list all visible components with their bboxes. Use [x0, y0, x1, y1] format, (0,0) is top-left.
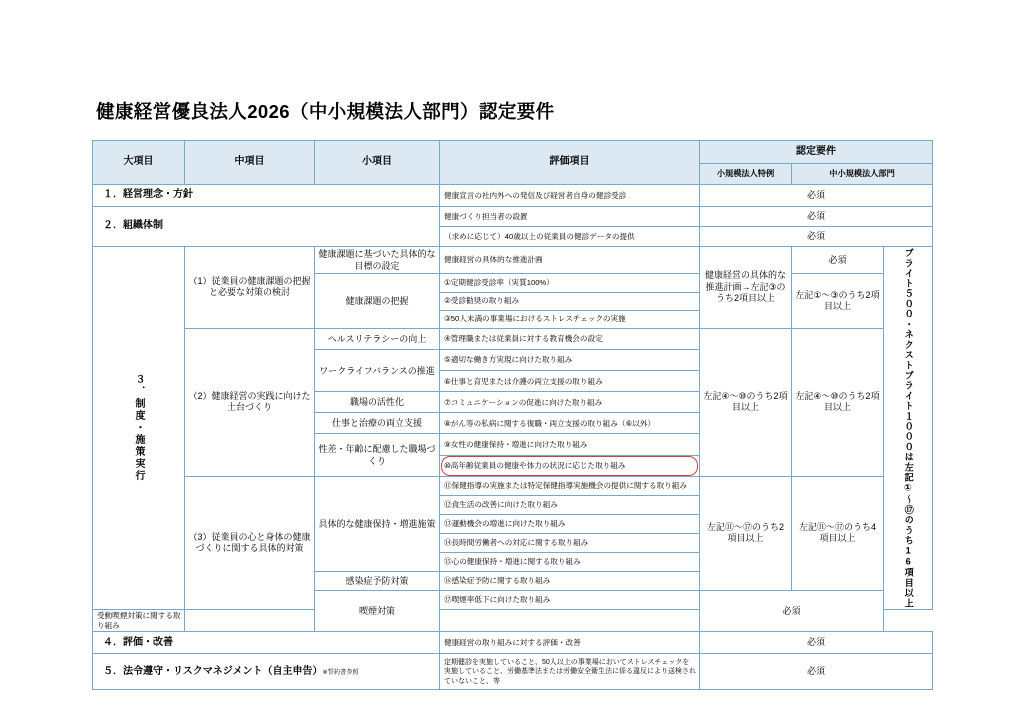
requirement-value: 必須: [700, 591, 884, 632]
requirement-sme-block-1b: 左記①～③のうち2項目以上: [792, 274, 884, 328]
section-2-title: ２．組織体制: [93, 207, 440, 247]
header-col-sme-category: 中小規模法人部門: [792, 164, 933, 185]
middle-item-3: （3）従業員の心と身体の健康づくりに関する具体的対策: [185, 476, 315, 610]
certification-requirements-table: [92, 140, 933, 690]
header-col-minor: 小項目: [315, 141, 440, 185]
minor-item-3-2: 感染症予防対策: [315, 572, 440, 591]
minor-item-3-1: 具体的な健康保持・増進施策: [315, 476, 440, 571]
eval-item: ⑮心の健康保持・増進に関する取り組み: [440, 553, 700, 572]
table-row: [93, 328, 933, 349]
minor-item-2-1: ヘルスリテラシーの向上: [315, 328, 440, 349]
eval-item: 受動喫煙対策に関する取り組み: [93, 610, 185, 632]
requirement-value: 必須: [700, 227, 933, 247]
table-row: [93, 207, 933, 227]
header-col-requirements: 認定要件: [700, 141, 933, 164]
eval-item: 健康経営の取り組みに対する評価・改善: [440, 632, 700, 654]
requirement-sme-block-1a: 必須: [792, 247, 884, 274]
requirement-small-block-2: 左記④～⑩のうち2項目以上: [700, 328, 792, 476]
eval-item-label: ⑩高年齢従業員の健康や体力の状況に応じた取り組み: [444, 460, 626, 470]
eval-item: ⑭長時間労働者への対応に関する取り組み: [440, 534, 700, 553]
section-5-title: [93, 654, 440, 690]
eval-item: 定期健診を実施していること、50人以上の事業場においてストレスチェックを実施していること、労働基準法または労働安全衛生法に係る違反により送検されていないこと、等: [440, 654, 700, 690]
eval-item: ③50人未満の事業場におけるストレスチェックの実施: [440, 310, 700, 328]
eval-item: 健康宣言の社内外への発信及び経営者自身の健診受診: [440, 185, 700, 207]
section-5-label: ５．法令遵守・リスクマネジメント（自主申告）: [103, 665, 323, 677]
eval-item: ⑯感染症予防に関する取り組み: [440, 572, 700, 591]
eval-item: ⑫食生活の改善に向けた取り組み: [440, 496, 700, 515]
eval-item: ⑪保健指導の実施または特定保健指導実施機会の提供に関する取り組み: [440, 476, 700, 495]
section-5-note: ※誓約書参照: [322, 668, 359, 676]
requirement-small-block-1: 健康経営の具体的な推進計画→左記③のうち2項目以上: [700, 247, 792, 329]
eval-item: 健康づくり担当者の設置: [440, 207, 700, 227]
requirement-value: 必須: [700, 632, 933, 654]
table-row: [93, 476, 933, 495]
eval-item: ④管理職または従業員に対する教育機会の設定: [440, 328, 700, 349]
table-row: [93, 654, 933, 690]
minor-item-2-3: 職場の活性化: [315, 392, 440, 413]
minor-item-1-1: 健康課題に基づいた具体的な目標の設定: [315, 247, 440, 274]
header-col-eval: 評価項目: [440, 141, 700, 185]
eval-item: ⑬運動機会の増進に向けた取り組み: [440, 515, 700, 534]
eval-item: ⑦コミュニケーションの促進に向けた取り組み: [440, 392, 700, 413]
requirement-small-block-3: 左記⑪～⑰のうち2項目以上: [700, 476, 792, 590]
middle-item-1: （1）従業員の健康課題の把握と必要な対策の検討: [185, 247, 315, 329]
bright500-note: ブライト５００・ネクストブライト１０００は左記①～⑰のうち16項目以上: [903, 248, 914, 609]
section-4-title: ４．評価・改善: [93, 632, 440, 654]
eval-item: ⑥仕事と育児または介護の両立支援の取り組み: [440, 371, 700, 392]
eval-item: ⑰喫煙率低下に向けた取り組み: [440, 591, 700, 610]
bright500-note-cell: [884, 247, 933, 610]
section-3-title: ３．制度・施策実行: [133, 374, 144, 483]
minor-item-1-2: 健康課題の把握: [315, 274, 440, 328]
requirement-value: 必須: [700, 207, 933, 227]
eval-item: ⑧がん等の私病に関する復職・両立支援の取り組み（⑥以外）: [440, 413, 700, 434]
section-3-title-cell: [93, 247, 185, 610]
eval-item: ⑤適切な働き方実現に向けた取り組み: [440, 349, 700, 370]
middle-item-2: （2）健康経営の実践に向けた土台づくり: [185, 328, 315, 476]
requirement-sme-block-3: 左記⑪～⑰のうち4項目以上: [792, 476, 884, 590]
eval-item-highlighted: [440, 455, 700, 476]
table-row: [93, 185, 933, 207]
minor-item-2-5: 性差・年齢に配慮した職場づくり: [315, 434, 440, 476]
table-header-row-1: [93, 141, 933, 164]
table-row: [93, 632, 933, 654]
requirement-value: 必須: [700, 185, 933, 207]
eval-item: ⑨女性の健康保持・増進に向けた取り組み: [440, 434, 700, 455]
minor-item-3-3: 喫煙対策: [315, 591, 440, 632]
eval-item: ②受診勧奨の取り組み: [440, 292, 700, 310]
header-col-middle: 中項目: [185, 141, 315, 185]
eval-item: ①定期健診受診率（実質100%）: [440, 274, 700, 292]
eval-item: （求めに応じて）40歳以上の従業員の健診データの提供: [440, 227, 700, 247]
table-row: [93, 247, 933, 274]
eval-item: 健康経営の具体的な推進計画: [440, 247, 700, 274]
minor-item-2-4: 仕事と治療の両立支援: [315, 413, 440, 434]
header-col-small-exception: 小規模法人特例: [700, 164, 792, 185]
minor-item-2-2: ワークライフバランスの推進: [315, 349, 440, 391]
requirement-sme-block-2: 左記④～⑩のうち2項目以上: [792, 328, 884, 476]
section-1-title: １．経営理念・方針: [93, 185, 440, 207]
requirement-value: 必須: [700, 654, 933, 690]
header-col-major: 大項目: [93, 141, 185, 185]
page-title: 健康経営優良法人2026（中小規模法人部門）認定要件: [96, 101, 555, 122]
